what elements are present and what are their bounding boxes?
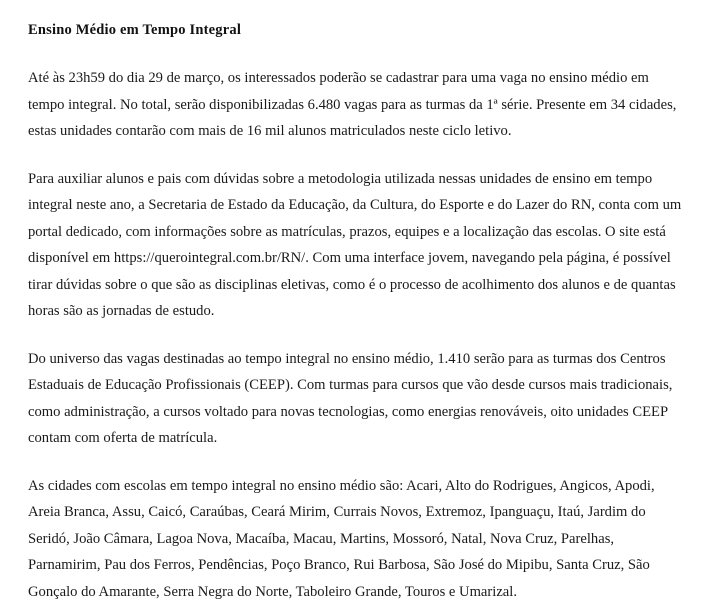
paragraph-1: Até às 23h59 do dia 29 de março, os interessados poderão se cadastrar para uma vaga no ensino médio em tempo integral. No total, serão disponibilizadas 6.480 vagas para as turmas da 1ª série. Presente em 34 cidades, estas unidades contarão com mais de 16 mil alunos matriculados neste ciclo letivo. <box>28 70 677 140</box>
paragraph-2: Para auxiliar alunos e pais com dúvidas sobre a metodologia utilizada nessas unidades de ensino em tempo integral neste ano, a Secretaria de Estado da Educação, da Cultura, do Esporte e do Lazer do RN, conta com um portal dedicado, com informações sobre as matrículas, prazos, equipes e a localização das escolas. O site está disponível em https://querointegral.com.br/RN/. Com uma interface jovem, navegando pela página, é possível tirar dúvidas sobre o que são as disciplinas eletivas, como é o processo de acolhimento dos alunos e de quantas horas são as jornadas de estudo. <box>28 170 682 320</box>
paragraph-4: As cidades com escolas em tempo integral no ensino médio são: Acari, Alto do Rodrigues, Angicos, Apodi, Areia Branca, Assu, Caicó, Caraúbas, Ceará Mirim, Currais Novos, Extremoz, Ipanguaçu, Itaú, Jardim do Seridó, João Câmara, Lagoa Nova, Macaíba, Macau, Martins, Mossoró, Natal, Nova Cruz, Parelhas, Parnamirim, Pau dos Ferros, Pendências, Poço Branco, Rui Barbosa, São José do Mipibu, Santa Cruz, São Gonçalo do Amarante, Serra Negra do Norte, Taboleiro Grande, Touros e Umarizal. <box>28 477 655 600</box>
page-title: Ensino Médio em Tempo Integral <box>28 22 242 38</box>
paragraph-3: Do universo das vagas destinadas ao tempo integral no ensino médio, 1.410 serão para as turmas dos Centros Estaduais de Educação Profissionais (CEEP). Com turmas para cursos que vão desde cursos mais tradicionais, como administração, a cursos voltado para novas tecnologias, como energias renováveis, oito unidades CEEP contam com oferta de matrícula. <box>28 350 673 447</box>
